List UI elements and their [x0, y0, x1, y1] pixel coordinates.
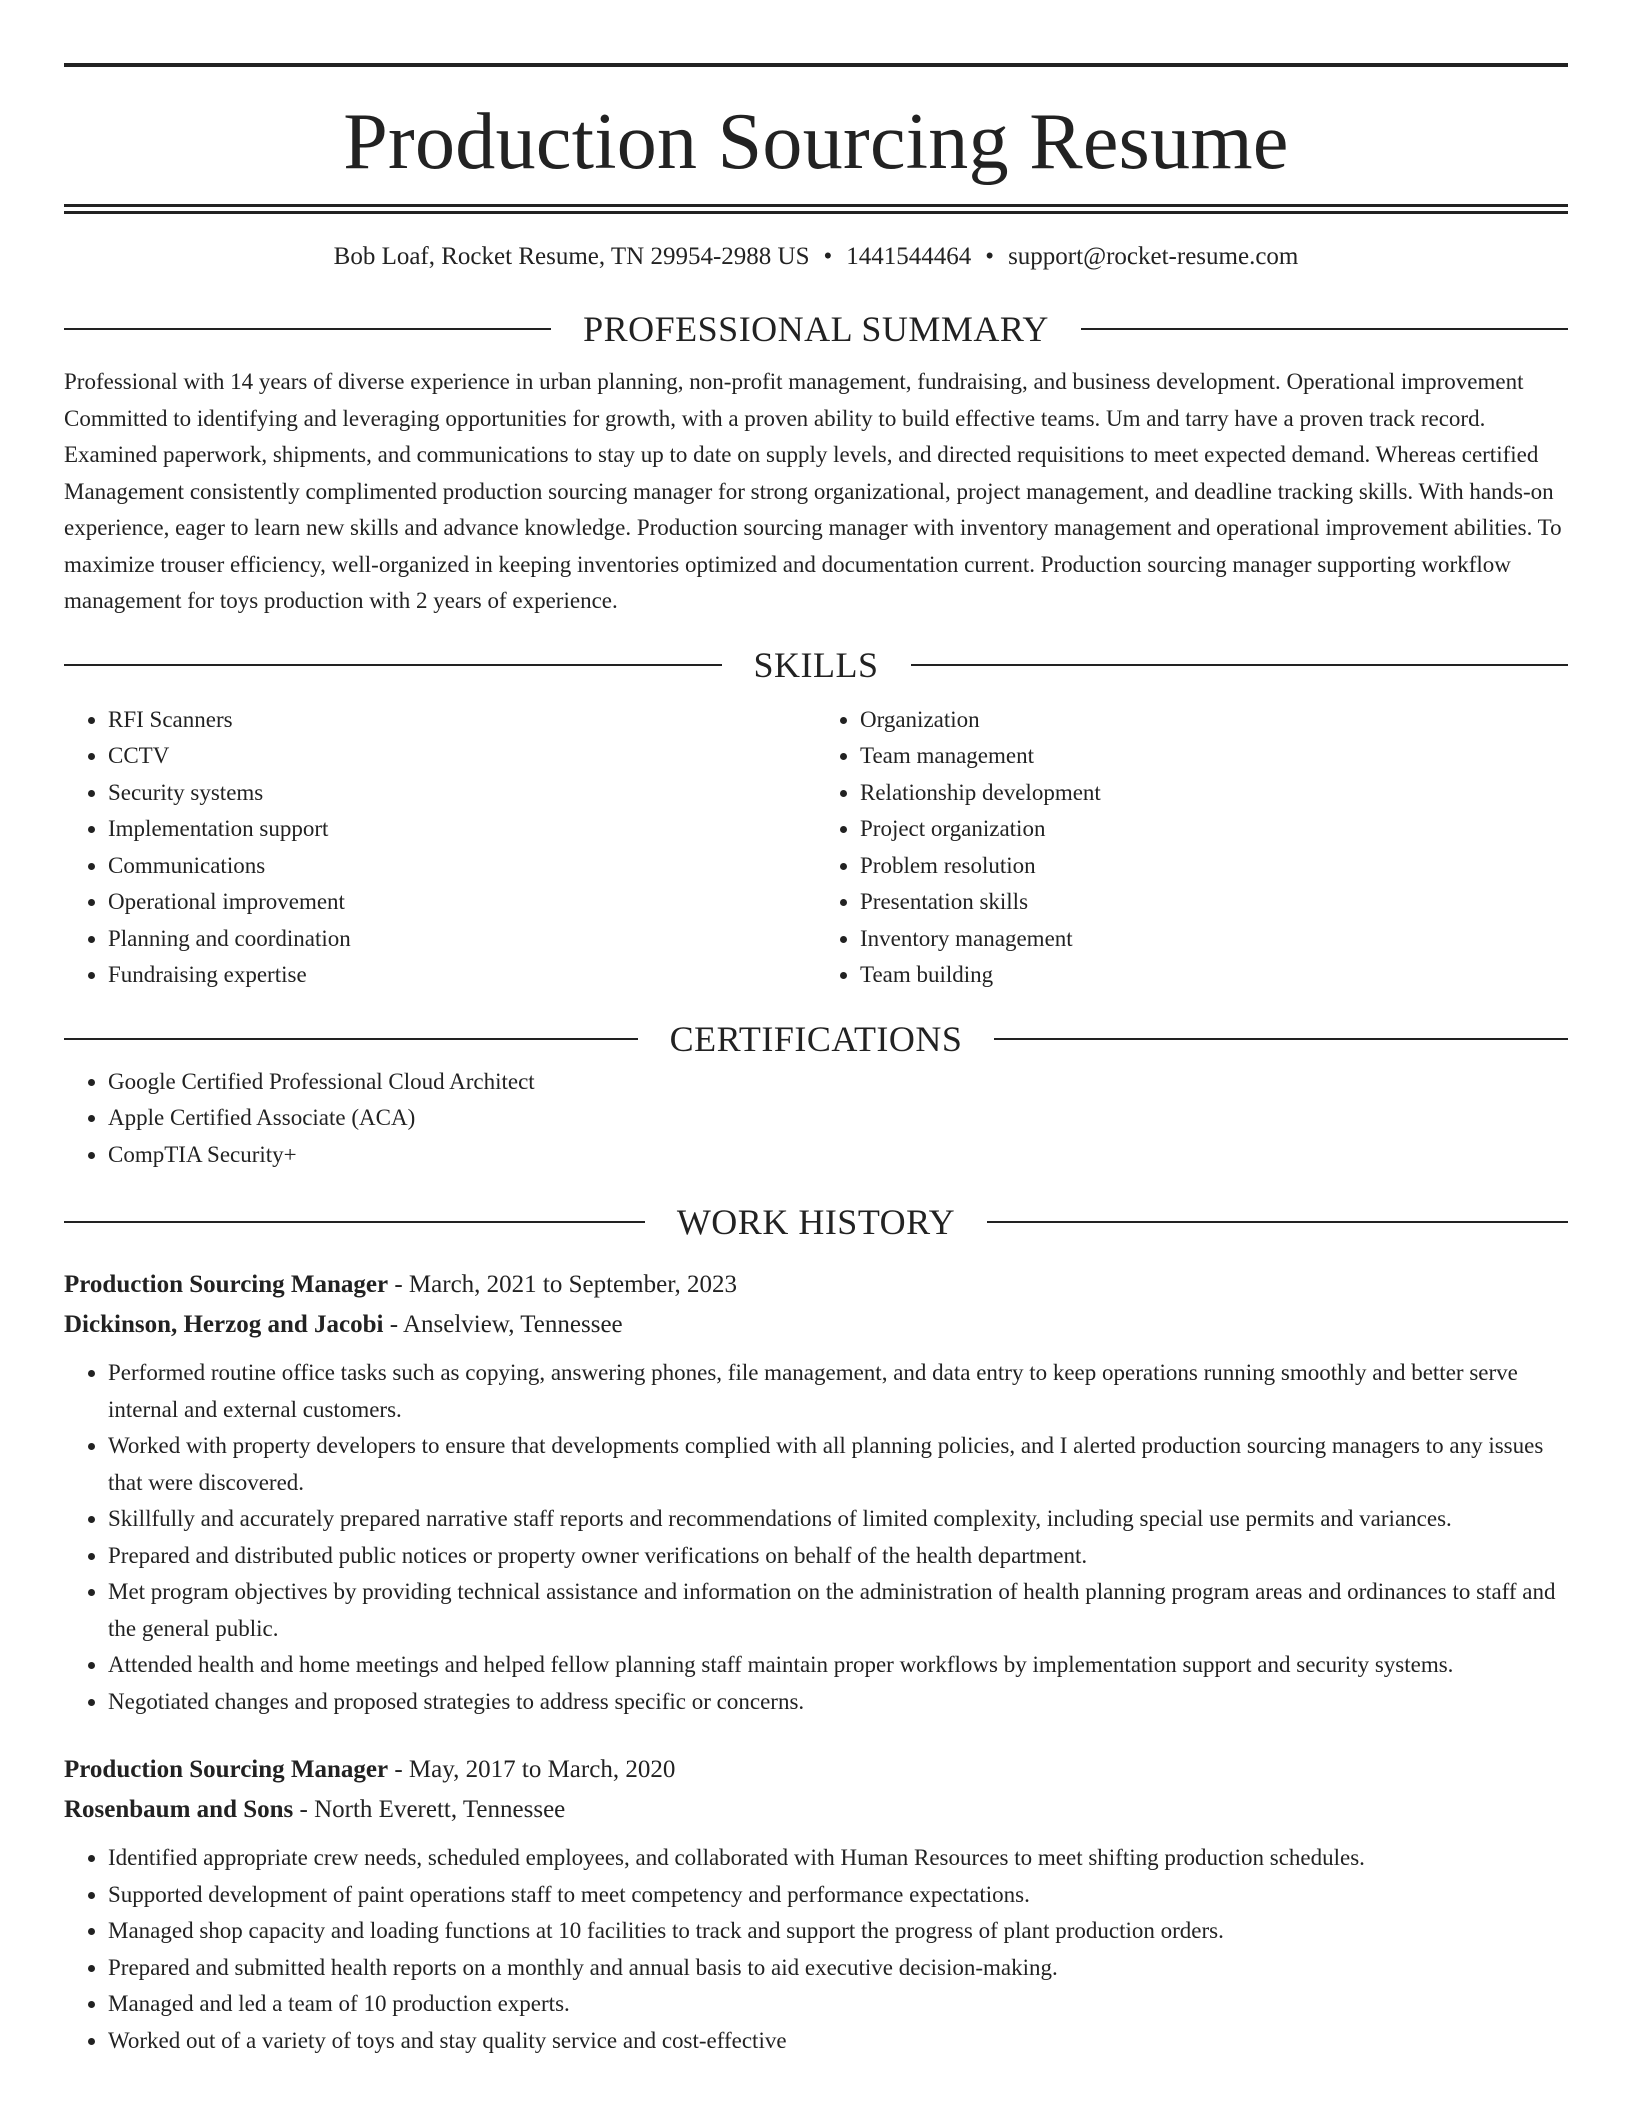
section-title: CERTIFICATIONS: [669, 1018, 963, 1059]
job-title: Production Sourcing Manager: [64, 1756, 389, 1783]
heading-rule: [64, 664, 722, 666]
skills-list-right: [816, 702, 1568, 994]
skill-item: • Fundraising expertise: [108, 957, 816, 994]
contact-separator: •: [823, 243, 833, 270]
job-duty: • Managed shop capacity and loading functions at 10 facilities to track and support the progress of plant production orders.: [108, 1913, 1568, 1950]
section-heading-work-history: [64, 1197, 1568, 1247]
job-title: Production Sourcing Manager: [64, 1271, 389, 1298]
skill-item: • Relationship development: [860, 775, 1568, 812]
skill-item: • Team building: [860, 957, 1568, 994]
skill-item: • Security systems: [108, 775, 816, 812]
heading-rule: [911, 664, 1569, 666]
contact-address: Bob Loaf, Rocket Resume, TN 29954-2988 US: [333, 243, 810, 270]
skills-list-left: [64, 702, 816, 994]
job-duty: • Attended health and home meetings and helped fellow planning staff maintain proper workflows by implementation support and security systems.: [108, 1647, 1568, 1684]
job-title-line: Production Sourcing Manager - March, 2021 to September, 2023: [64, 1271, 738, 1298]
heading-rule: [64, 1221, 645, 1223]
section-title: WORK HISTORY: [676, 1202, 956, 1242]
heading-rule: [987, 1221, 1568, 1223]
job-company: Rosenbaum and Sons: [64, 1796, 294, 1823]
skill-item: • Presentation skills: [860, 884, 1568, 921]
resume-title: Production Sourcing Resume: [343, 98, 1289, 186]
skill-item: • Implementation support: [108, 811, 816, 848]
job-company: Dickinson, Herzog and Jacobi: [64, 1311, 384, 1338]
heading-rule: [1081, 328, 1568, 330]
job-duties-list: [64, 1355, 1568, 1720]
job-location: Anselview, Tennessee: [402, 1311, 623, 1338]
section-heading-certifications: [64, 1014, 1568, 1064]
section-title: PROFESSIONAL SUMMARY: [583, 309, 1049, 349]
skill-item: • Problem resolution: [860, 848, 1568, 885]
section-heading-summary: [64, 304, 1568, 354]
skill-item: • Organization: [860, 702, 1568, 739]
section-title: SKILLS: [753, 644, 879, 685]
job-entry: [64, 1750, 1568, 2059]
contact-separator: •: [985, 243, 995, 270]
job-duty: • Worked with property developers to ensure that developments complied with all planning policies, and I alerted production sourcing managers to any issues that were discovered.: [108, 1428, 1568, 1501]
job-duty: • Prepared and submitted health reports on a monthly and annual basis to aid executive decision-making.: [108, 1950, 1568, 1987]
summary-paragraph: Professional with 14 years of diverse experience in urban planning, non-profit management, fundraising, and business development. Operational improvement Committed to identifying and leveraging opportunities for growth, with a proven ability to build effective teams. Um and tarry have a proven track record. Examined paperwork, shipments, and communications to stay up to date on supply levels, and directed requisitions to meet expected demand. Whereas certified Management consistently complimented production sourcing manager for strong organizational, project management, and deadline tracking skills. With hands-on experience, eager to learn new skills and advance knowledge. Production sourcing manager with inventory management and operational improvement abilities. To maximize trouser efficiency, well-organized in keeping inventories optimized and documentation current. Production sourcing manager supporting workflow management for toys production with 2 years of experience.: [64, 369, 1562, 613]
job-duty: • Managed and led a team of 10 production experts.: [108, 1986, 1568, 2023]
certifications-list: [64, 1064, 1568, 1174]
skill-item: • Inventory management: [860, 921, 1568, 958]
job-duties-list: [64, 1840, 1568, 2059]
job-duty: • Skillfully and accurately prepared narrative staff reports and recommendations of limited complexity, including special use permits and variances.: [108, 1501, 1568, 1538]
skill-item: • RFI Scanners: [108, 702, 816, 739]
job-duty: • Negotiated changes and proposed strategies to address specific or concerns.: [108, 1684, 1568, 1721]
job-duty: • Worked out of a variety of toys and stay quality service and cost-effective: [108, 2023, 1568, 2060]
job-dates: March, 2021 to September, 2023: [408, 1271, 738, 1298]
heading-rule: [64, 328, 551, 330]
job-duty: • Performed routine office tasks such as copying, answering phones, file management, and data entry to keep operations running smoothly and better serve internal and external customers.: [108, 1355, 1568, 1428]
title-double-rule: [64, 204, 1568, 214]
skill-item: • CCTV: [108, 738, 816, 775]
skill-item: • Operational improvement: [108, 884, 816, 921]
heading-rule: [994, 1038, 1568, 1040]
skill-item: • Team management: [860, 738, 1568, 775]
top-rule: [64, 63, 1568, 67]
certification-item: • Google Certified Professional Cloud Architect: [108, 1064, 1568, 1101]
skill-item: • Project organization: [860, 811, 1568, 848]
job-dates: May, 2017 to March, 2020: [408, 1756, 676, 1783]
skill-item: • Communications: [108, 848, 816, 885]
job-duty: • Identified appropriate crew needs, scheduled employees, and collaborated with Human Resources to meet shifting production schedules.: [108, 1840, 1568, 1877]
certification-item: • Apple Certified Associate (ACA): [108, 1100, 1568, 1137]
job-duty: • Prepared and distributed public notices or property owner verifications on behalf of the health department.: [108, 1538, 1568, 1575]
heading-rule: [64, 1038, 638, 1040]
job-duty: • Met program objectives by providing technical assistance and information on the administration of health planning program areas and ordinances to staff and the general public.: [108, 1574, 1568, 1647]
skill-item: • Planning and coordination: [108, 921, 816, 958]
skills-columns: [64, 702, 1568, 994]
job-title-line: Production Sourcing Manager - May, 2017 to March, 2020: [64, 1756, 676, 1783]
contact-line: [64, 240, 1568, 274]
job-entry: [64, 1265, 1568, 1720]
job-duty: • Supported development of paint operations staff to meet competency and performance expectations.: [108, 1877, 1568, 1914]
job-company-line: Rosenbaum and Sons - North Everett, Tennessee: [64, 1796, 566, 1823]
job-company-line: Dickinson, Herzog and Jacobi - Anselview, Tennessee: [64, 1311, 623, 1338]
resume-page: [64, 0, 1568, 2059]
certification-item: • CompTIA Security+: [108, 1137, 1568, 1174]
contact-email[interactable]: support@rocket-resume.com: [1008, 243, 1299, 270]
section-heading-skills: [64, 640, 1568, 690]
contact-phone: 1441544464: [846, 243, 972, 270]
job-location: North Everett, Tennessee: [314, 1796, 566, 1823]
